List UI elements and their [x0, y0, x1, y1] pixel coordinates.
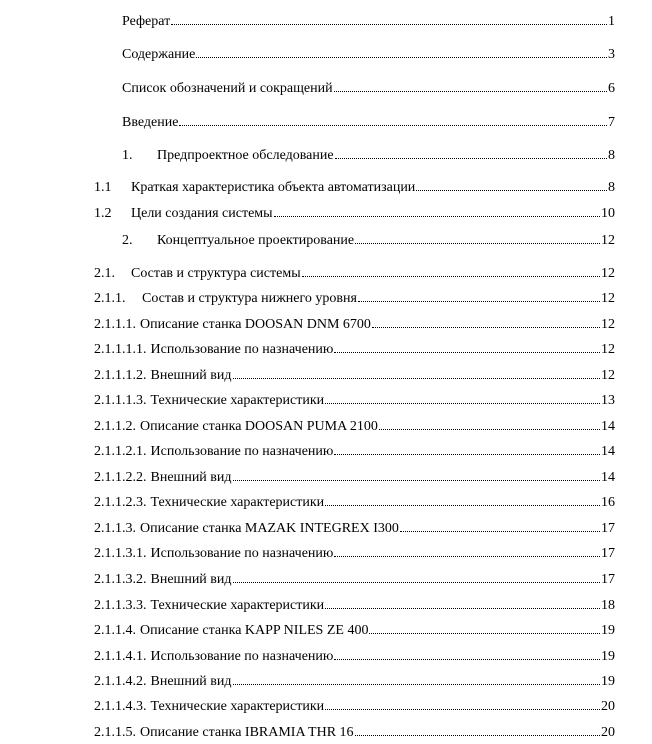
- dot-leader: [171, 12, 607, 25]
- toc-entry-title: Список обозначений и сокращений: [122, 81, 333, 96]
- toc-entry-title: Краткая характеристика объекта автоматизации: [131, 180, 416, 195]
- dot-leader: [372, 315, 600, 328]
- toc-entry[interactable]: [94, 621, 615, 638]
- dot-leader: [274, 204, 600, 217]
- toc-entry[interactable]: [94, 204, 615, 221]
- toc-entry[interactable]: [94, 340, 615, 357]
- toc-entry-page: 13: [601, 393, 615, 408]
- toc-entry[interactable]: [122, 45, 615, 62]
- toc-entry-title: Использование по назначению: [150, 342, 334, 357]
- toc-entry-page: 6: [608, 81, 615, 96]
- toc-entry-title: Внешний вид: [150, 470, 232, 485]
- toc-entry-page: 12: [601, 317, 615, 332]
- toc-entry-number: 2.1.1.5.: [94, 725, 136, 740]
- toc-entry-page: 3: [608, 47, 615, 62]
- toc-entry[interactable]: [94, 647, 615, 664]
- toc-entry-page: 18: [601, 598, 615, 613]
- dot-leader: [302, 264, 600, 277]
- toc-entry-title: Состав и структура нижнего уровня: [142, 291, 357, 306]
- toc-entry-page: 20: [601, 699, 615, 714]
- toc-entry-number: 1.1: [94, 180, 112, 195]
- toc-entry[interactable]: [94, 697, 615, 714]
- toc-entry-page: 12: [601, 233, 615, 248]
- dot-leader: [369, 621, 600, 634]
- toc-entry-page: 8: [608, 148, 615, 163]
- toc-entry-title: Введение: [122, 115, 179, 130]
- toc-entry-page: 14: [601, 444, 615, 459]
- toc-entry-number: 2.1.1.3.2.: [94, 572, 147, 587]
- dot-leader: [334, 79, 607, 92]
- dot-leader: [325, 391, 600, 404]
- toc-entry-page: 14: [601, 470, 615, 485]
- toc-entry-title: Цели создания системы: [131, 206, 273, 221]
- toc-entry-number: 2.1.1.2.3.: [94, 495, 147, 510]
- toc-entry[interactable]: [94, 442, 615, 459]
- toc-entry-number: 2.1.1.3.1.: [94, 546, 147, 561]
- toc-entry[interactable]: [94, 391, 615, 408]
- toc-entry-title: Описание станка MAZAK INTEGREX I300: [140, 521, 399, 536]
- toc-entry-title: Внешний вид: [150, 572, 232, 587]
- toc-entry-title: Технические характеристики: [150, 598, 325, 613]
- toc-entry-number: 2.1.1.3.: [94, 521, 136, 536]
- toc-entry-title: Внешний вид: [150, 674, 232, 689]
- toc-entry-page: 12: [601, 368, 615, 383]
- dot-leader: [325, 596, 600, 609]
- toc-entry[interactable]: [94, 289, 615, 306]
- toc-entry-page: 1: [608, 14, 615, 29]
- toc-entry-number: 2.1.1.1.1.: [94, 342, 147, 357]
- toc-entry-number: 2.1.1.2.: [94, 419, 136, 434]
- dot-leader: [334, 544, 600, 557]
- dot-leader: [196, 45, 607, 58]
- toc-entry[interactable]: [94, 570, 615, 587]
- toc-entry[interactable]: [94, 366, 615, 383]
- toc-entry[interactable]: [94, 544, 615, 561]
- toc-entry[interactable]: [94, 519, 615, 536]
- toc-entry[interactable]: [94, 468, 615, 485]
- dot-leader: [233, 468, 600, 481]
- dot-leader: [233, 570, 600, 583]
- toc-entry-page: 12: [601, 291, 615, 306]
- dot-leader: [233, 366, 600, 379]
- toc-entry-number: 2.1.1.4.3.: [94, 699, 147, 714]
- dot-leader: [400, 519, 600, 532]
- toc-entry-page: 8: [608, 180, 615, 195]
- toc-entry-page: 19: [601, 674, 615, 689]
- toc-entry-title: Предпроектное обследование: [157, 148, 334, 163]
- toc-entry[interactable]: [94, 178, 615, 195]
- toc-entry-page: 14: [601, 419, 615, 434]
- toc-entry-page: 7: [608, 115, 615, 130]
- toc-entry-page: 12: [601, 266, 615, 281]
- toc-entry-page: 17: [601, 546, 615, 561]
- dot-leader: [355, 723, 600, 736]
- toc-entry-page: 20: [601, 725, 615, 740]
- toc-entry[interactable]: [94, 493, 615, 510]
- toc-entry-number: 2.1.1.4.2.: [94, 674, 147, 689]
- toc-entry[interactable]: [94, 723, 615, 740]
- toc-entry[interactable]: [122, 79, 615, 96]
- toc-entry-number: 2.1.1.1.2.: [94, 368, 147, 383]
- toc-entry-title: Внешний вид: [150, 368, 232, 383]
- dot-leader: [233, 672, 600, 685]
- dot-leader: [334, 442, 600, 455]
- dot-leader: [379, 417, 600, 430]
- toc-entry-page: 16: [601, 495, 615, 510]
- toc-entry[interactable]: [94, 264, 615, 281]
- dot-leader: [358, 289, 600, 302]
- toc-entry-page: 17: [601, 521, 615, 536]
- toc-entry-page: 19: [601, 623, 615, 638]
- toc-entry[interactable]: [94, 315, 615, 332]
- toc-entry-number: 2.1.1.1.3.: [94, 393, 147, 408]
- toc-entry[interactable]: [122, 113, 615, 130]
- toc-entry-number: 2.1.1.: [94, 291, 126, 306]
- toc-entry-number: 1.: [122, 148, 133, 163]
- toc-entry-title: Описание станка DOOSAN PUMA 2100: [140, 419, 378, 434]
- toc-entry-page: 17: [601, 572, 615, 587]
- toc-entry-title: Описание станка DOOSAN DNM 6700: [140, 317, 371, 332]
- toc-entry-title: Использование по назначению: [150, 444, 334, 459]
- toc-entry-title: Состав и структура системы: [131, 266, 301, 281]
- toc-entry-number: 2.1.1.2.2.: [94, 470, 147, 485]
- toc-entry[interactable]: [94, 672, 615, 689]
- toc-entry-number: 2.1.: [94, 266, 115, 281]
- dot-leader: [325, 493, 600, 506]
- toc-entry-title: Содержание: [122, 47, 196, 62]
- dot-leader: [179, 113, 607, 126]
- toc-entry-title: Технические характеристики: [150, 393, 325, 408]
- toc-entry-title: Описание станка KAPP NILES ZE 400: [140, 623, 369, 638]
- toc-entry-number: 2.1.1.4.1.: [94, 649, 147, 664]
- dot-leader: [334, 340, 600, 353]
- toc-entry-title: Технические характеристики: [150, 495, 325, 510]
- toc-entry[interactable]: [122, 146, 615, 163]
- toc-entry-title: Описание станка IBRAMIA THR 16: [140, 725, 354, 740]
- toc-entry-number: 2.1.1.2.1.: [94, 444, 147, 459]
- toc-entry[interactable]: [122, 231, 615, 248]
- dot-leader: [334, 647, 600, 660]
- dot-leader: [325, 697, 600, 710]
- toc-entry-page: 10: [601, 206, 615, 221]
- dot-leader: [416, 178, 607, 191]
- toc-entry-title: Технические характеристики: [150, 699, 325, 714]
- toc-entry-page: 19: [601, 649, 615, 664]
- toc-entry-page: 12: [601, 342, 615, 357]
- toc-entry-number: 2.: [122, 233, 133, 248]
- dot-leader: [355, 231, 600, 244]
- toc-entry-number: 2.1.1.1.: [94, 317, 136, 332]
- toc-entry-number: 2.1.1.4.: [94, 623, 136, 638]
- toc-entry-title: Реферат: [122, 14, 171, 29]
- dot-leader: [335, 146, 607, 159]
- toc-entry-number: 2.1.1.3.3.: [94, 598, 147, 613]
- toc-entry-title: Использование по назначению: [150, 649, 334, 664]
- toc-entry[interactable]: [122, 12, 615, 29]
- toc-entry-number: 1.2: [94, 206, 112, 221]
- toc-entry[interactable]: [94, 417, 615, 434]
- toc-entry-title: Использование по назначению: [150, 546, 334, 561]
- toc-entry-title: Концептуальное проектирование: [157, 233, 355, 248]
- toc-entry[interactable]: [94, 596, 615, 613]
